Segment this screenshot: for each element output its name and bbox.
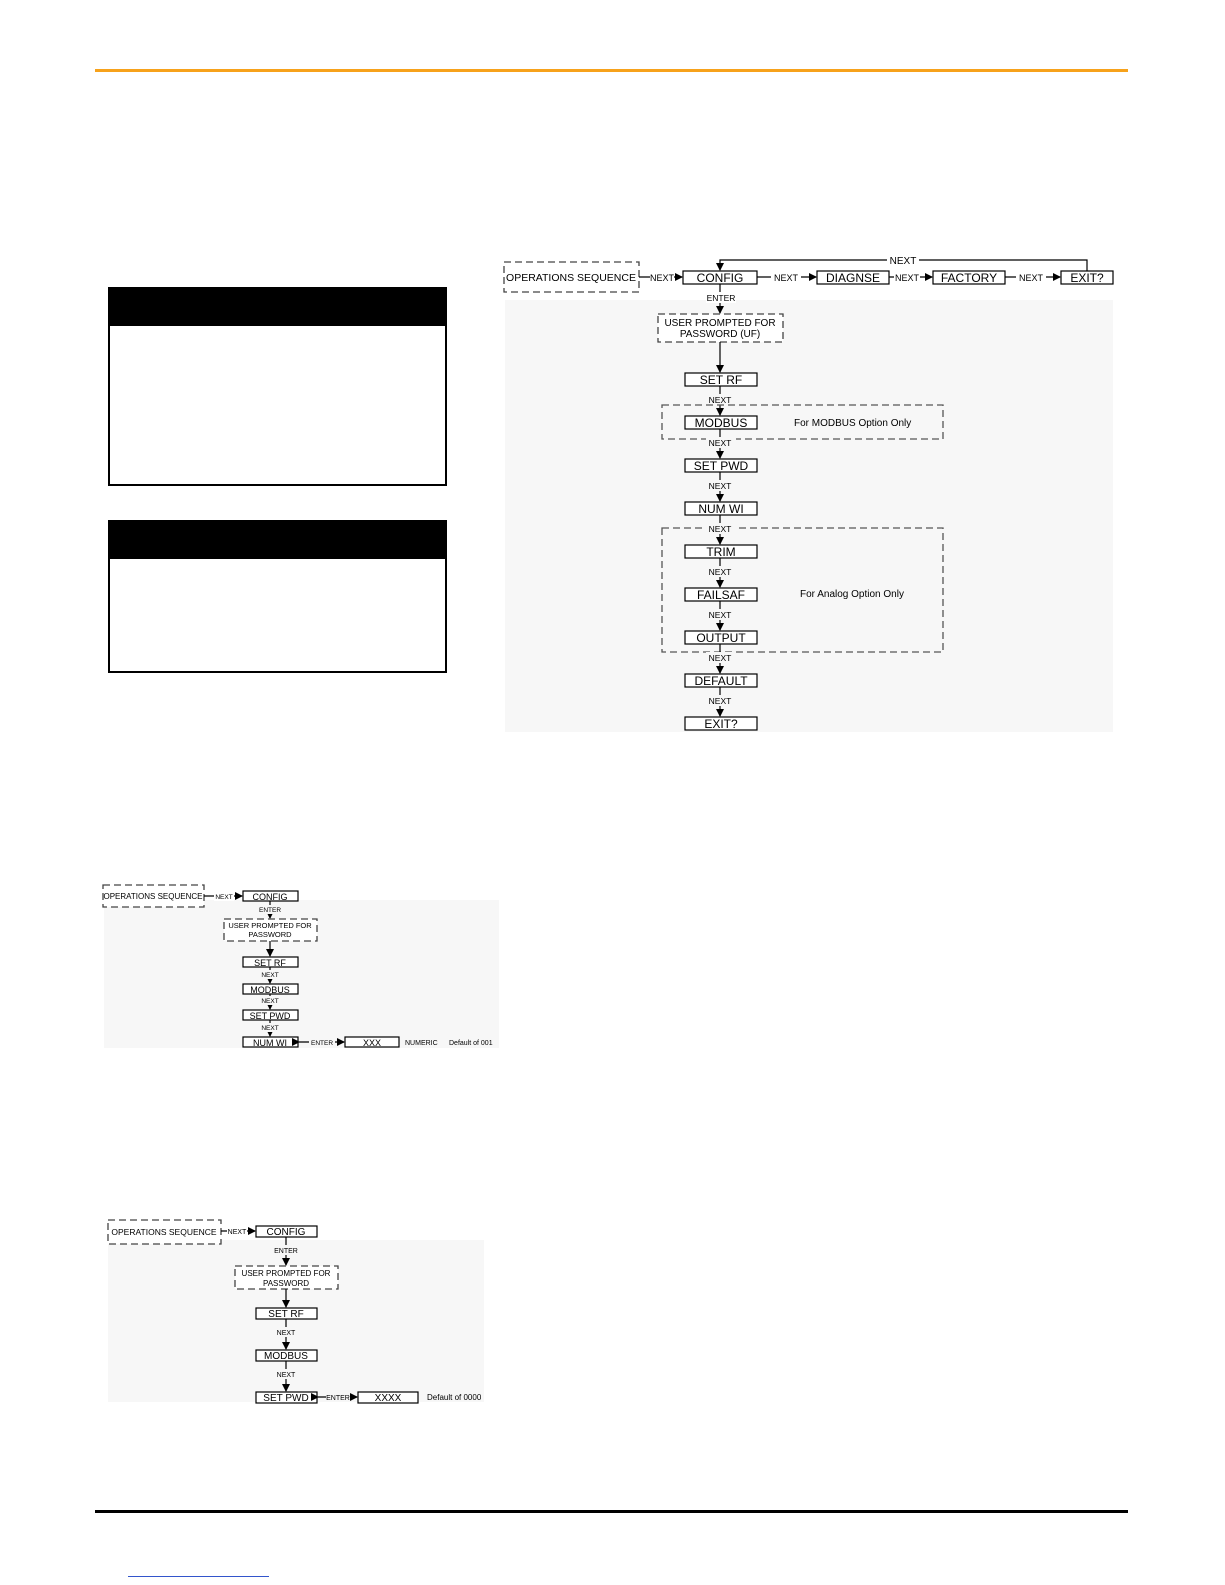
- main-next-label: NEXT: [708, 653, 732, 663]
- footer-link-underline[interactable]: [128, 1576, 269, 1577]
- setpwd-config-label: CONFIG: [266, 1227, 306, 1238]
- numwi-set-rf-label: SET RF: [254, 958, 286, 968]
- main-next-label: NEXT: [708, 438, 732, 448]
- main-next-label: NEXT: [708, 567, 732, 577]
- setpwd-enter-label: ENTER: [274, 1248, 298, 1255]
- setpwd-modbus-label: MODBUS: [264, 1351, 308, 1362]
- numwi-enter-label: ENTER: [258, 907, 282, 914]
- main-exit-top-label: EXIT?: [1070, 271, 1104, 285]
- numwi-num-wi-label: NUM WI: [253, 1038, 287, 1048]
- setpwd-default-note: Default of 0000: [427, 1393, 482, 1402]
- numwi-enter-label: ENTER: [310, 1040, 334, 1047]
- main-diagnse-label: DIAGNSE: [825, 271, 881, 285]
- main-set-rf-label: SET RF: [699, 373, 743, 387]
- setpwd-ops-label: OPERATIONS SEQUENCE: [111, 1227, 217, 1237]
- main-enter-label: ENTER: [706, 293, 736, 303]
- main-factory-label: FACTORY: [940, 271, 998, 285]
- main-next-label: NEXT: [708, 395, 732, 405]
- main-set-pwd-label: SET PWD: [693, 459, 749, 473]
- set-pwd-flowchart: [108, 1220, 484, 1404]
- setpwd-prompt-line2: PASSWORD: [262, 1279, 310, 1288]
- num-wi-flowchart: [103, 885, 499, 1048]
- main-trim-label: TRIM: [706, 545, 736, 559]
- main-next-label: NEXT: [773, 273, 799, 283]
- numwi-next-label: NEXT: [261, 1025, 279, 1032]
- main-prompt-line2: PASSWORD (UF): [679, 329, 761, 340]
- modbus-option-note: For MODBUS Option Only: [794, 418, 912, 429]
- numwi-config-label: CONFIG: [252, 892, 288, 902]
- main-default-label: DEFAULT: [694, 674, 748, 688]
- main-config-label: CONFIG: [696, 271, 744, 285]
- numwi-ops-label: OPERATIONS SEQUENCE: [103, 892, 203, 901]
- footer-rule: [95, 1510, 1128, 1513]
- main-next-label: NEXT: [708, 481, 732, 491]
- setpwd-prompt-line1: USER PROMPTED FOR: [241, 1269, 331, 1278]
- analog-option-note: For Analog Option Only: [800, 589, 904, 600]
- main-modbus-label: MODBUS: [694, 416, 748, 430]
- main-num-wi-label: NUM WI: [698, 502, 744, 516]
- main-next-label: NEXT: [649, 273, 675, 283]
- setpwd-value-label: XXXX: [374, 1393, 402, 1404]
- numwi-prompt-line2: PASSWORD: [248, 930, 292, 939]
- main-next-label: NEXT: [894, 273, 920, 283]
- main-next-label: NEXT: [1018, 273, 1044, 283]
- main-output-label: OUTPUT: [696, 631, 746, 645]
- setpwd-enter-label: ENTER: [326, 1395, 350, 1402]
- numwi-value-type: NUMERIC: [405, 1040, 438, 1047]
- main-next-label: NEXT: [708, 610, 732, 620]
- main-next-label: NEXT: [708, 524, 732, 534]
- setpwd-next-label: NEXT: [276, 1330, 296, 1337]
- numwi-modbus-label: MODBUS: [250, 985, 290, 995]
- numwi-next-label: NEXT: [261, 972, 279, 979]
- setpwd-set-rf-label: SET RF: [268, 1309, 304, 1320]
- main-diagram-background: [505, 300, 1113, 732]
- main-ops-label: OPERATIONS SEQUENCE: [506, 272, 636, 284]
- numwi-prompt-line1: USER PROMPTED FOR: [228, 921, 312, 930]
- setpwd-set-pwd-label: SET PWD: [263, 1393, 309, 1404]
- main-config-flowchart: [504, 254, 1113, 732]
- setpwd-next-label: NEXT: [276, 1372, 296, 1379]
- main-failsaf-label: FAILSAF: [696, 588, 746, 602]
- numwi-default-note: Default of 001: [449, 1040, 493, 1047]
- main-prompt-line1: USER PROMPTED FOR: [664, 318, 776, 329]
- numwi-set-pwd-label: SET PWD: [249, 1011, 291, 1021]
- main-next-label: NEXT: [708, 696, 732, 706]
- numwi-next-label: NEXT: [261, 998, 279, 1005]
- numwi-next-label: NEXT: [215, 894, 233, 901]
- main-loop-next-label: NEXT: [889, 256, 917, 267]
- main-exit-bottom-label: EXIT?: [704, 717, 738, 731]
- numwi-value-label: XXX: [362, 1038, 382, 1048]
- setpwd-next-label: NEXT: [227, 1229, 247, 1236]
